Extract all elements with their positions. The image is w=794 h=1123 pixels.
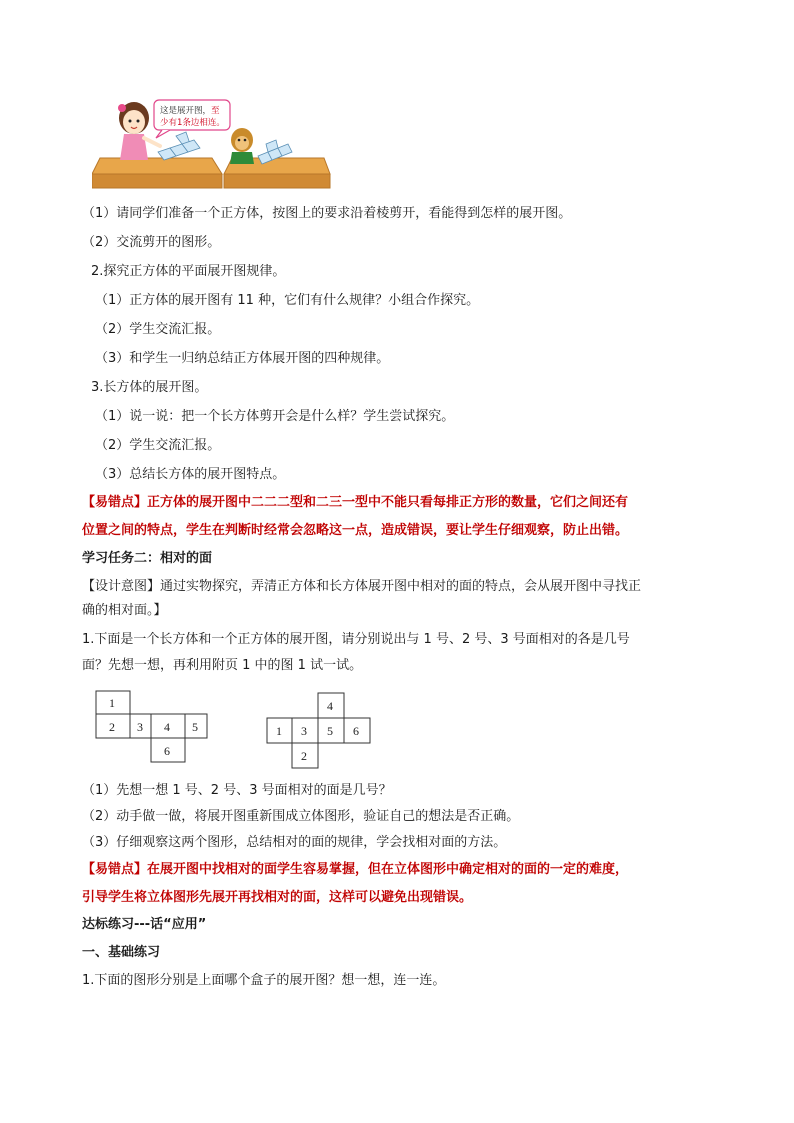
question-1-step-2: （2）动手做一做，将展开图重新围成立体图形，验证自己的想法是否正确。 xyxy=(82,809,520,824)
cuboid-label-3: 3 xyxy=(137,720,143,734)
step-2-heading: 2.探究正方体的平面展开图规律。 xyxy=(91,264,286,279)
cube-net xyxy=(266,692,372,769)
error-point-1-line1: 【易错点】正方体的展开图中二二二型和二三一型中不能只看每排正方形的数量，它们之间还有 xyxy=(82,495,629,510)
cube-label-2: 2 xyxy=(301,749,307,763)
step-3-1: （1）说一说：把一个长方体剪开会是什么样？学生尝试探究。 xyxy=(95,409,455,424)
design-intent-line2: 确的相对面。】 xyxy=(82,603,167,618)
step-1-1: （1）请同学们准备一个正方体，按图上的要求沿着棱剪开，看能得到怎样的展开图。 xyxy=(82,206,572,221)
question-1-line2: 面？先想一想，再利用附页 1 中的图 1 试一试。 xyxy=(82,658,363,673)
step-3-2: （2）学生交流汇报。 xyxy=(95,438,221,453)
bubble-text-black: 这是展开图， xyxy=(160,106,212,116)
cuboid-label-5: 5 xyxy=(192,720,198,734)
question-1-step-3: （3）仔细观察这两个图形，总结相对的面的规律，学会找相对面的方法。 xyxy=(82,835,507,850)
step-3-heading: 3.长方体的展开图。 xyxy=(91,380,208,395)
cuboid-net xyxy=(95,690,210,763)
left-table xyxy=(92,158,222,174)
illustration xyxy=(92,96,332,190)
question-1-line1: 1.下面是一个长方体和一个正方体的展开图，请分别说出与 1 号、2 号、3 号面相对的各是几号 xyxy=(82,632,630,647)
step-2-2: （2）学生交流汇报。 xyxy=(95,322,221,337)
svg-text:这是展开图，至 xyxy=(160,105,220,116)
practice-question-1: 1.下面的图形分别是上面哪个盒子的展开图？想一想，连一连。 xyxy=(82,973,446,988)
practice-heading: 达标练习---话“应用” xyxy=(82,917,207,932)
step-2-1: （1）正方体的展开图有 11 种，它们有什么规律？小组合作探究。 xyxy=(95,293,480,308)
paper-net-left xyxy=(158,132,200,160)
task-2-heading: 学习任务二：相对的面 xyxy=(82,551,213,566)
cube-label-3: 3 xyxy=(301,724,307,738)
cuboid-label-4: 4 xyxy=(164,720,170,734)
basic-practice-heading: 一、基础练习 xyxy=(82,945,161,960)
error-point-2-line2: 引导学生将立体图形先展开再找相对的面，这样可以避免出现错误。 xyxy=(82,890,473,905)
speech-bubble xyxy=(154,100,230,138)
cube-label-1: 1 xyxy=(276,724,282,738)
question-1-step-1: （1）先想一想 1 号、2 号、3 号面相对的面是几号？ xyxy=(82,783,392,798)
error-point-1-line2: 位置之间的特点，学生在判断时经常会忽略这一点，造成错误，要让学生仔细观察，防止出错。 xyxy=(82,523,629,538)
cuboid-label-1: 1 xyxy=(109,696,115,710)
cube-label-4: 4 xyxy=(327,699,333,713)
boy-figure xyxy=(230,128,254,164)
cube-label-6: 6 xyxy=(353,724,359,738)
right-table-front xyxy=(224,174,330,188)
cuboid-label-2: 2 xyxy=(109,720,115,734)
cube-label-5: 5 xyxy=(327,724,333,738)
step-1-2: （2）交流剪开的图形。 xyxy=(82,235,221,250)
cuboid-label-6: 6 xyxy=(164,744,170,758)
bubble-text-red: 至 xyxy=(211,106,220,116)
bubble-text-line2: 少有1条边相连。 xyxy=(160,118,225,128)
step-2-3: （3）和学生一归纳总结正方体展开图的四种规律。 xyxy=(95,351,390,366)
error-point-2-line1: 【易错点】在展开图中找相对的面学生容易掌握，但在立体图形中确定相对的面的一定的难度， xyxy=(82,862,629,877)
design-intent-line1: 【设计意图】通过实物探究，弄清正方体和长方体展开图中相对的面的特点，会从展开图中寻找正 xyxy=(82,579,642,594)
left-table-front xyxy=(92,174,222,188)
step-3-3: （3）总结长方体的展开图特点。 xyxy=(95,467,286,482)
